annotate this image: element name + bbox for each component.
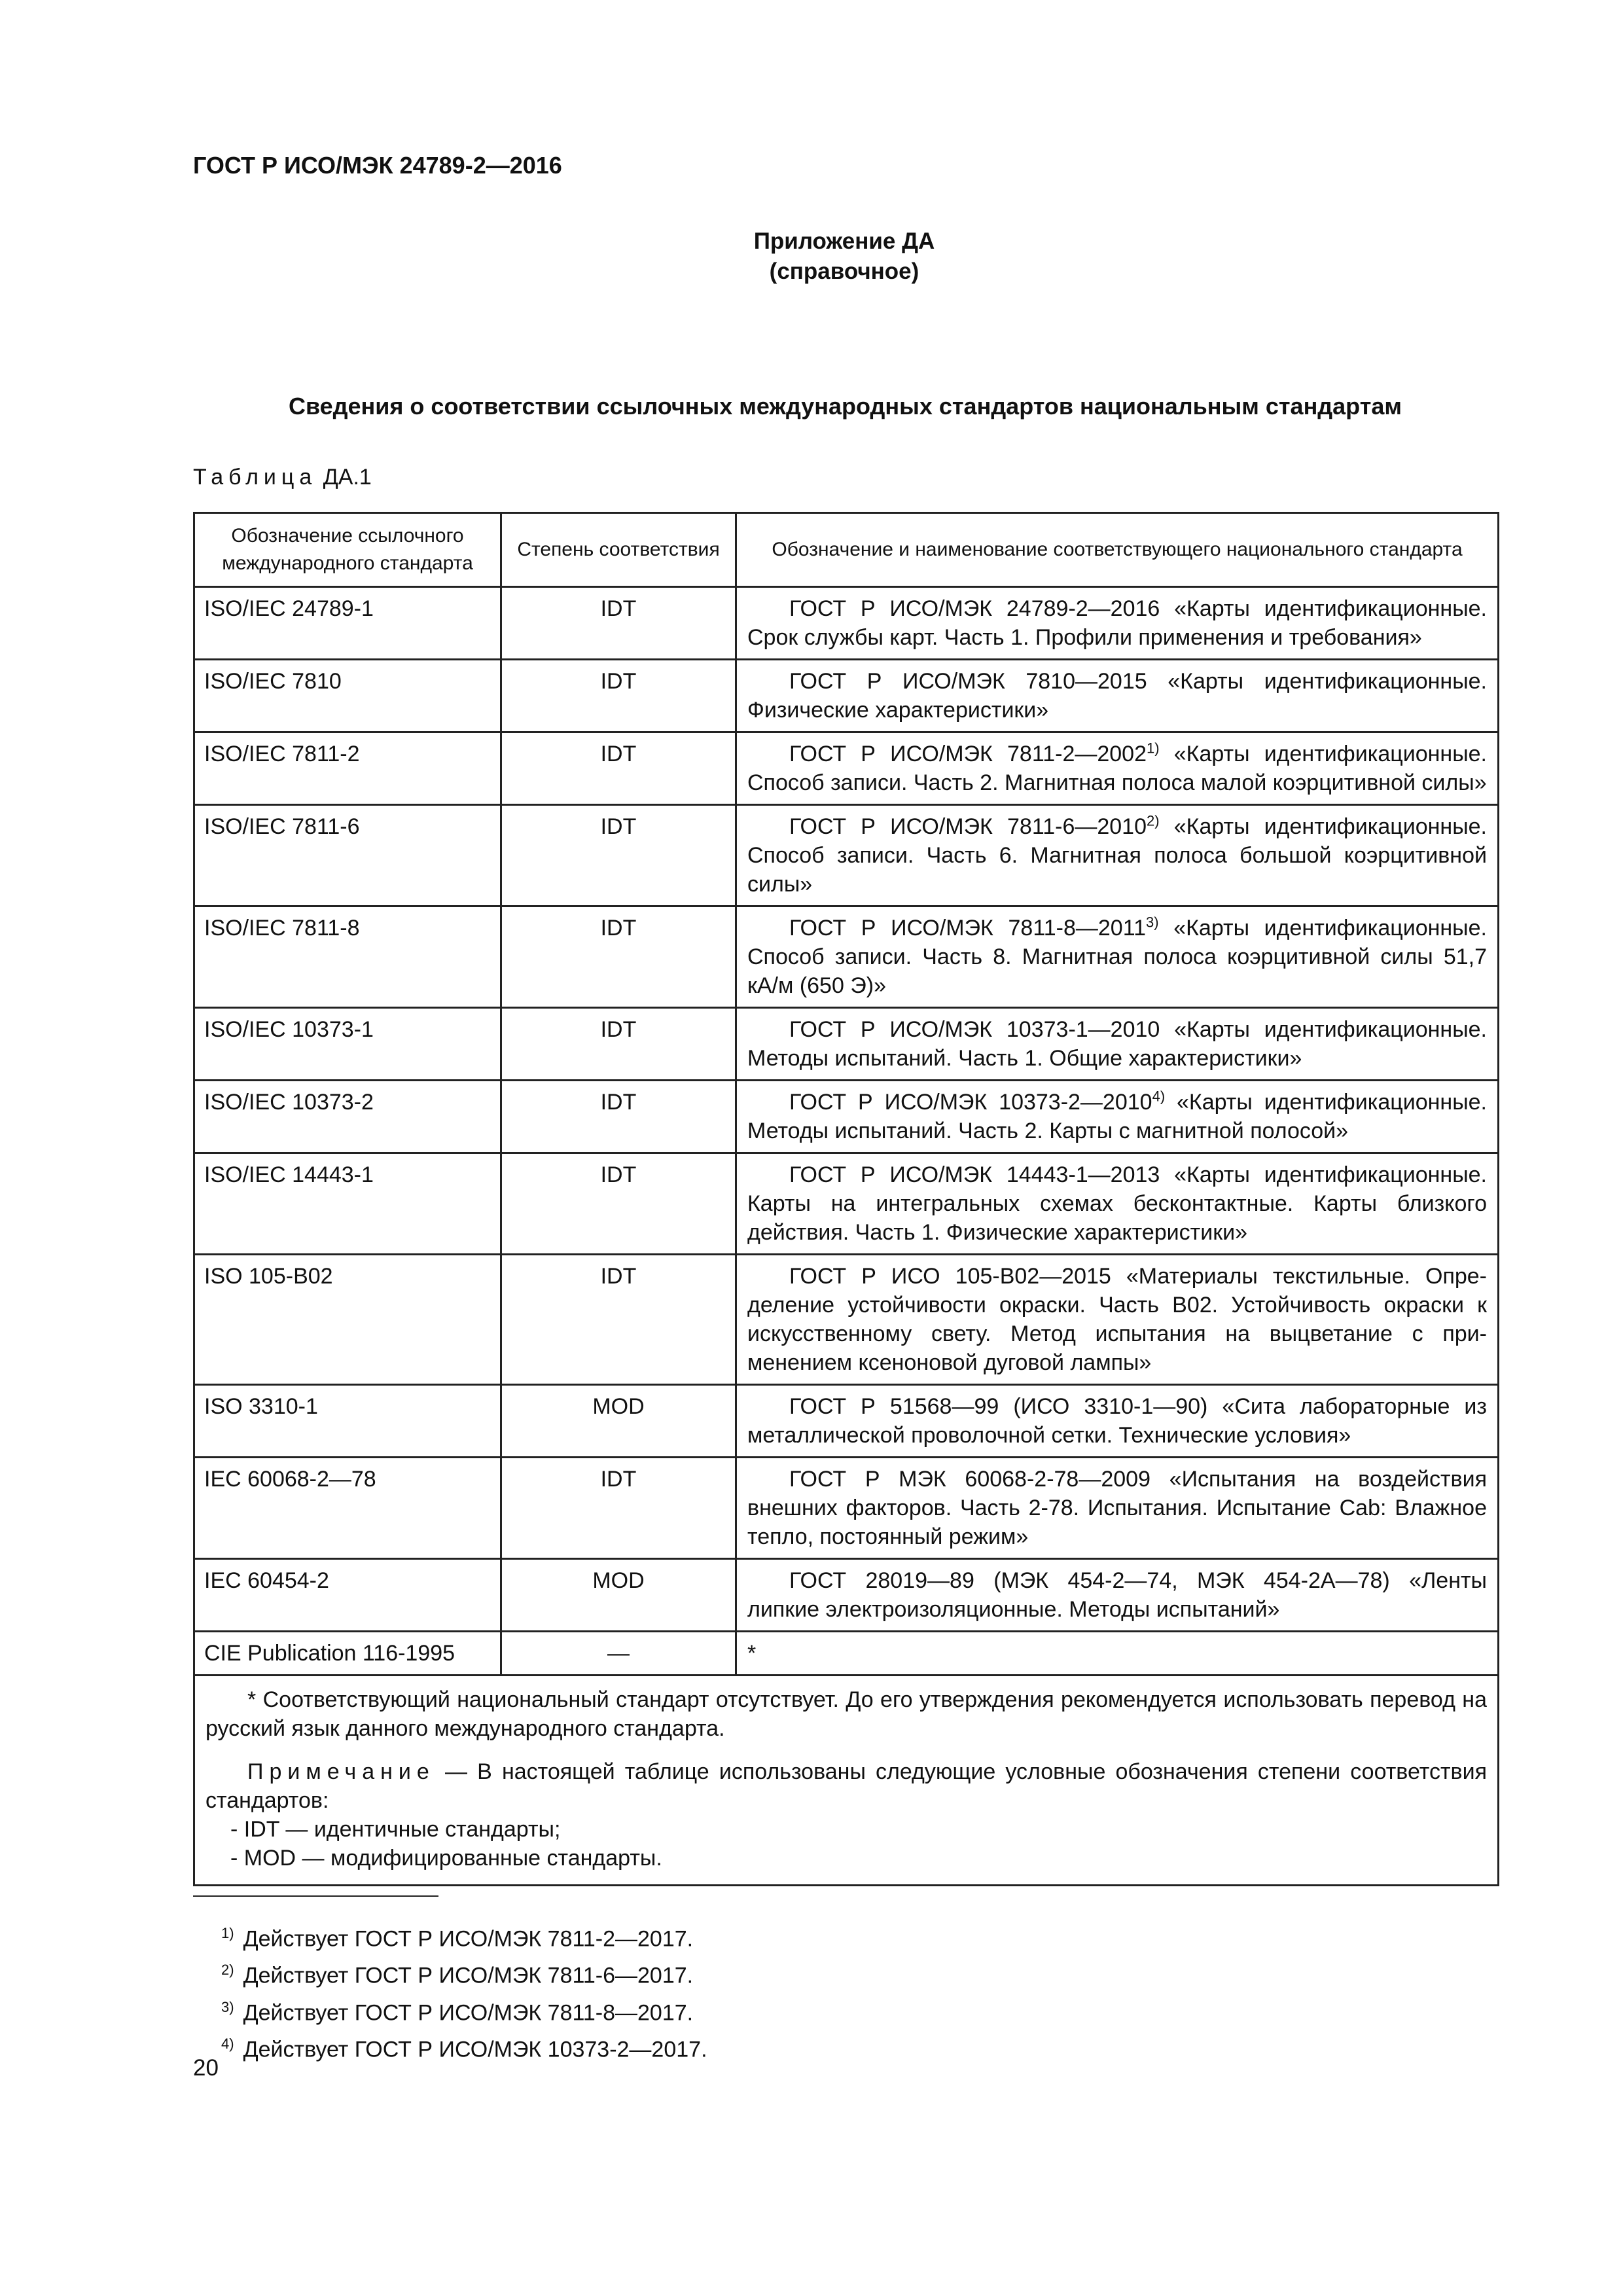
cell-degree: MOD: [501, 1385, 736, 1458]
footnote-2: [221, 1954, 707, 1991]
cell-degree: IDT: [501, 1008, 736, 1081]
cell-national: [736, 906, 1499, 1008]
national-code: ГОСТ Р ИСО/МЭК 7811-8—2011: [789, 916, 1146, 941]
footnote-ref: 3): [1145, 914, 1159, 931]
column-header-national: Обозначение и наименование соответствующего национального стандарта: [736, 513, 1499, 587]
cell-intl: ISO/IEC 7811-2: [194, 732, 501, 805]
cell-degree: IDT: [501, 906, 736, 1008]
cell-intl: IEC 60068-2—78: [194, 1458, 501, 1559]
table-header-row: [194, 513, 1499, 587]
main-title: Сведения о соответствии ссылочных международных стандартов национальным стандартам: [289, 393, 1402, 420]
cell-national: [736, 732, 1499, 805]
cell-national: *: [736, 1632, 1499, 1676]
table-caption: [193, 465, 372, 490]
footnote-text: Действует ГОСТ Р ИСО/МЭК 10373-2—2017.: [243, 2037, 707, 2062]
cell-intl: IEC 60454-2: [194, 1559, 501, 1632]
cell-national: [736, 1385, 1499, 1458]
star-note: * Соответствующий национальный стандарт отсутствует. До его утверждения рекомендуется использовать перевод на русский язык данного международного стандарта.: [205, 1687, 1487, 1741]
annex-type: (справочное): [769, 259, 919, 284]
national-code: ГОСТ Р ИСО/МЭК 10373-1—2010: [789, 1017, 1160, 1042]
footnote-4: [221, 2028, 707, 2065]
national-title: «Карты идентификационные. Физические характеристики»: [747, 669, 1487, 723]
national-title: «Карты идентификационные. Способ записи. Часть 6. Магнитная полоса большой коэрцитивной силы»: [747, 814, 1487, 897]
cell-national: [736, 1255, 1499, 1385]
cell-national: [736, 1559, 1499, 1632]
table-row: [194, 805, 1499, 906]
footnote-ref: 2): [1147, 812, 1160, 829]
cell-degree: IDT: [501, 1153, 736, 1255]
national-title: «Карты идентификационные. Способ записи. Часть 2. Магнитная полоса малой коэрцитивной силы»: [747, 742, 1487, 795]
cell-national: [736, 1458, 1499, 1559]
footnote-mark: 3): [221, 1998, 234, 2015]
note-text: — В настоящей таблице использованы следующие условные обозначения степени соответствия стандартов:: [205, 1759, 1487, 1813]
cell-degree: IDT: [501, 587, 736, 660]
footnote-text: Действует ГОСТ Р ИСО/МЭК 7811-6—2017.: [243, 1963, 694, 1988]
table-caption-number: ДА.1: [323, 465, 372, 490]
footnote-ref: 4): [1152, 1088, 1166, 1105]
footnote-text: Действует ГОСТ Р ИСО/МЭК 7811-2—2017.: [243, 1926, 694, 1952]
table-row: [194, 732, 1499, 805]
column-header-intl: Обозначение ссылочного международного стандарта: [194, 513, 501, 587]
note-label: Примечание: [247, 1759, 435, 1784]
national-title: «Материалы текстильные. Определение устойчивости окраски. Часть B02. Устойчивость окраски к искусственному свету. Метод испытания на выцветание с применением ксеноновой дуговой лампы»: [747, 1264, 1487, 1375]
table-row: [194, 1559, 1499, 1632]
national-title: «Сита лабораторные из металлической проволочной сетки. Технические условия»: [747, 1394, 1487, 1448]
national-title: «Карты идентификационные. Способ записи. Часть 8. Магнитная полоса коэрцитивной силы 51,7 кА/м (650 Э)»: [747, 916, 1487, 998]
cell-intl: ISO/IEC 24789-1: [194, 587, 501, 660]
cell-intl: ISO/IEC 10373-2: [194, 1081, 501, 1153]
national-title: «Карты идентификационные. Методы испытаний. Часть 2. Карты с магнитной полосой»: [747, 1090, 1487, 1143]
cell-degree: IDT: [501, 1255, 736, 1385]
national-title: «Ленты липкие электроизоляционные. Методы испытаний»: [747, 1568, 1487, 1622]
footnote-mark: 2): [221, 1962, 234, 1979]
note-item-mod: - MOD — модифицированные стандарты.: [230, 1846, 662, 1871]
table-row: [194, 906, 1499, 1008]
table-row: [194, 1081, 1499, 1153]
national-code: ГОСТ 28019—89 (МЭК 454-2—74, МЭК 454-2А—78): [789, 1568, 1390, 1593]
table-row: [194, 660, 1499, 732]
table-row: [194, 1458, 1499, 1559]
annex-title: Приложение ДА: [753, 228, 935, 254]
document-code: ГОСТ Р ИСО/МЭК 24789-2—2016: [193, 152, 562, 179]
cell-national: [736, 660, 1499, 732]
national-title: «Испытания на воздействия внешних факторов. Часть 2-78. Испытания. Испытание Cab: Влажное тепло, постоянный режим»: [747, 1467, 1488, 1549]
table-notes-row: [194, 1676, 1499, 1886]
column-header-degree: Степень соответствия: [501, 513, 736, 587]
table-row: [194, 587, 1499, 660]
note-item-idt: - IDT — идентичные стандарты;: [230, 1817, 561, 1842]
national-title: «Карты идентификационные. Карты на интегральных схемах бесконтактные. Карты близкого действия. Часть 1. Физические характеристики»: [747, 1162, 1487, 1245]
footnote-mark: 1): [221, 1925, 234, 1941]
standards-table: [193, 512, 1499, 1886]
national-code: ГОСТ Р ИСО/МЭК 14443-1—2013: [789, 1162, 1160, 1187]
national-title: «Карты идентификационные. Срок службы карт. Часть 1. Профили применения и требования»: [747, 596, 1487, 650]
national-code: ГОСТ Р МЭК 60068-2-78—2009: [789, 1467, 1150, 1492]
table-caption-word: Таблица: [193, 465, 317, 490]
table-row: [194, 1008, 1499, 1081]
table-row-cie: [194, 1632, 1499, 1676]
footnote-text: Действует ГОСТ Р ИСО/МЭК 7811-8—2017.: [243, 2000, 694, 2025]
footnote-3: [221, 1992, 707, 2028]
cell-national: [736, 805, 1499, 906]
national-code: ГОСТ Р ИСО/МЭК 7810—2015: [789, 669, 1147, 694]
cell-national: [736, 1153, 1499, 1255]
national-code: ГОСТ Р ИСО/МЭК 7811-2—2002: [789, 742, 1147, 766]
annex-heading: [0, 226, 1623, 287]
cell-intl: ISO/IEC 7810: [194, 660, 501, 732]
cell-degree: IDT: [501, 1081, 736, 1153]
cell-intl: ISO/IEC 14443-1: [194, 1153, 501, 1255]
footnote-ref: 1): [1147, 740, 1160, 757]
cell-degree: MOD: [501, 1559, 736, 1632]
table-row: [194, 1153, 1499, 1255]
table-row: [194, 1385, 1499, 1458]
national-code: ГОСТ Р ИСО 105-B02—2015: [789, 1264, 1111, 1289]
footnote-separator: [193, 1895, 438, 1897]
cell-intl: ISO/IEC 7811-6: [194, 805, 501, 906]
cell-degree: IDT: [501, 660, 736, 732]
national-code: ГОСТ Р 51568—99 (ИСО 3310-1—90): [789, 1394, 1208, 1419]
cell-intl: ISO 105-B02: [194, 1255, 501, 1385]
note-paragraph: [205, 1757, 1487, 1815]
cell-national: [736, 1008, 1499, 1081]
cell-national: [736, 1081, 1499, 1153]
cell-degree: IDT: [501, 805, 736, 906]
national-code: ГОСТ Р ИСО/МЭК 24789-2—2016: [789, 596, 1160, 621]
national-code: ГОСТ Р ИСО/МЭК 10373-2—2010: [789, 1090, 1152, 1115]
cell-intl: ISO/IEC 7811-8: [194, 906, 501, 1008]
cell-intl: CIE Publication 116-1995: [194, 1632, 501, 1676]
cell-degree: —: [501, 1632, 736, 1676]
cell-intl: ISO/IEC 10373-1: [194, 1008, 501, 1081]
table-notes: [194, 1676, 1499, 1886]
footnote-mark: 4): [221, 2035, 234, 2052]
national-code: ГОСТ Р ИСО/МЭК 7811-6—2010: [789, 814, 1147, 839]
national-title: «Карты идентификационные. Методы испытаний. Часть 1. Общие характеристики»: [747, 1017, 1487, 1071]
cell-national: [736, 587, 1499, 660]
cell-intl: ISO 3310-1: [194, 1385, 501, 1458]
cell-degree: IDT: [501, 732, 736, 805]
cell-degree: IDT: [501, 1458, 736, 1559]
page-number: 20: [193, 2055, 219, 2081]
table-row: [194, 1255, 1499, 1385]
footnotes: [221, 1918, 707, 2065]
footnote-1: [221, 1918, 707, 1954]
